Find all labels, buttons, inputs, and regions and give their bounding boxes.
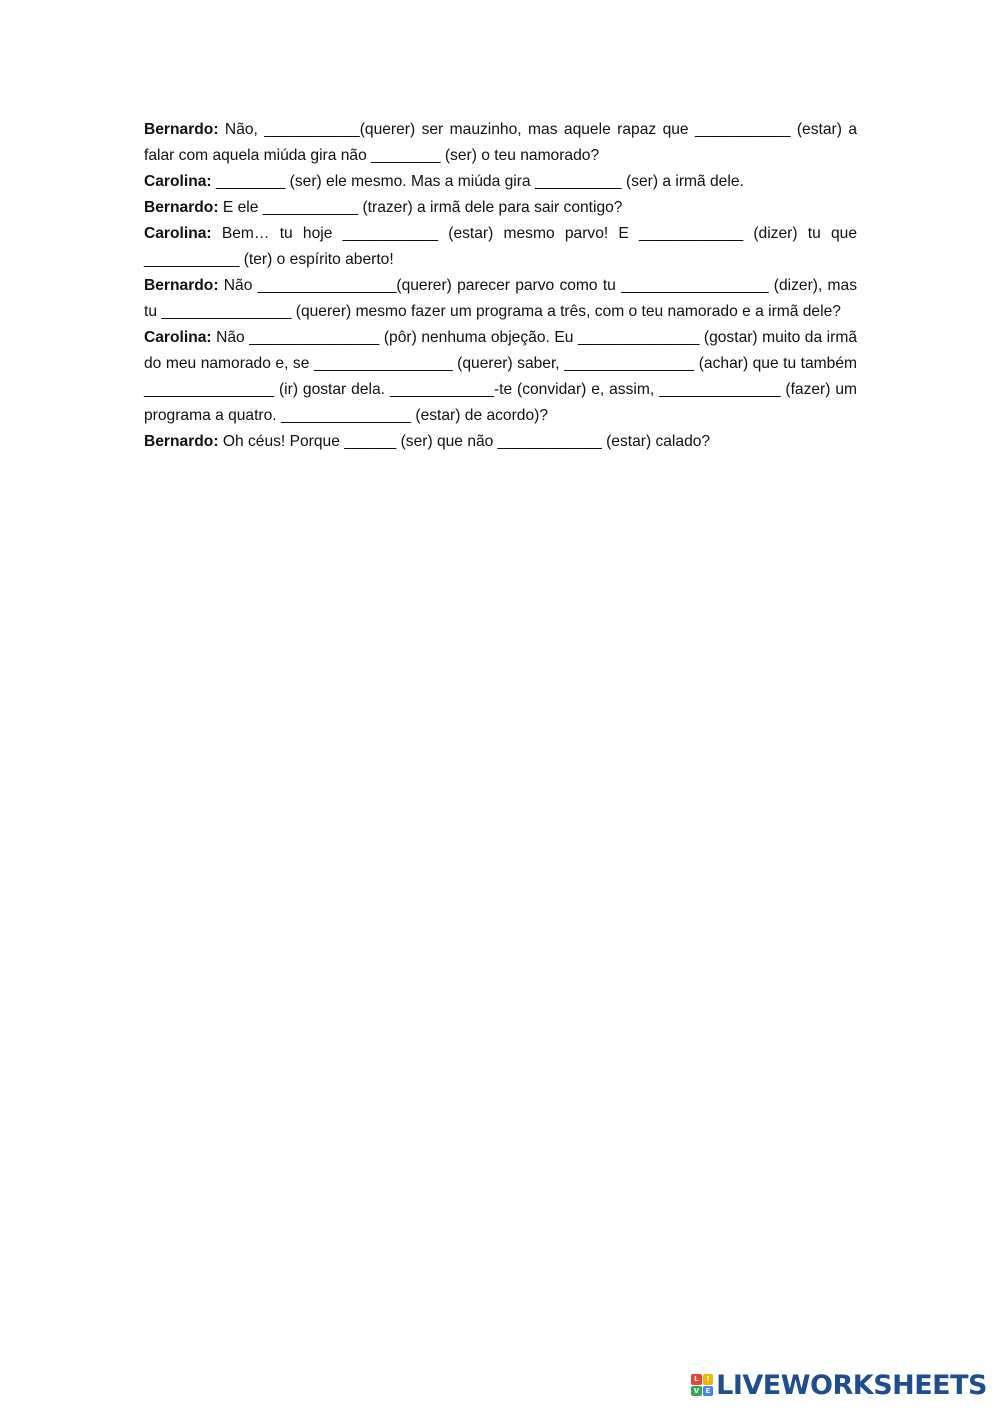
dialogue-text: Não — [218, 277, 258, 294]
blank-field[interactable]: _______________ — [564, 355, 695, 372]
dialogue-text: (dizer) tu que — [743, 225, 857, 242]
dialogue-text: Não — [211, 329, 250, 346]
dialogue-text: (gostar) muito da irmã do meu namorado e, se — [144, 329, 857, 372]
blank-field[interactable]: ____________ — [497, 433, 602, 450]
dialogue-text: Oh céus! Porque — [218, 433, 345, 450]
logo-tile: I — [703, 1374, 714, 1385]
dialogue-line — [144, 195, 857, 221]
liveworksheets-logo — [691, 1370, 987, 1400]
blank-field[interactable]: ___________ — [342, 225, 439, 242]
blank-field[interactable]: _______________ — [280, 407, 412, 424]
dialogue-text: (fazer) um programa a quatro. — [144, 381, 857, 424]
dialogue-line — [144, 273, 857, 325]
logo-tile: E — [703, 1386, 714, 1397]
blank-field[interactable]: ___________ — [695, 121, 791, 138]
dialogue-text: (querer) mesmo fazer um programa a três, com o teu namorado e a irmã dele? — [291, 303, 841, 320]
blank-field[interactable]: ______________ — [577, 329, 700, 346]
liveworksheets-logo-icon — [691, 1374, 713, 1396]
dialogue-text: Bem… tu hoje — [211, 225, 343, 242]
dialogue-text: (achar) que tu também — [694, 355, 857, 372]
speaker-name: Bernardo: — [144, 199, 219, 216]
blank-field[interactable]: ______ — [344, 433, 397, 450]
dialogue-text: -te (convidar) e, assim, — [493, 381, 660, 398]
blank-field[interactable]: ___________ — [264, 121, 360, 138]
liveworksheets-logo-text: LIVEWORKSHEETS — [716, 1369, 987, 1401]
dialogue-text: (estar) de acordo)? — [411, 407, 549, 424]
speaker-name: Carolina: — [144, 173, 212, 190]
blank-field[interactable]: ____________ — [389, 381, 494, 398]
dialogue-text: (estar) calado? — [601, 433, 711, 450]
blank-field[interactable]: ____________ — [639, 225, 744, 242]
dialogue-text: (estar) a falar com aquela miúda gira não — [144, 121, 858, 164]
logo-tile: L — [691, 1374, 702, 1385]
blank-field[interactable]: ______________ — [659, 381, 781, 398]
dialogue-text: Não, — [218, 121, 265, 138]
dialogue-exercise — [144, 117, 857, 455]
dialogue-text: (trazer) a irmã dele para sair contigo? — [358, 199, 623, 216]
dialogue-line — [144, 117, 857, 169]
blank-field[interactable]: _______________ — [144, 381, 275, 398]
blank-field[interactable]: ________ — [371, 147, 441, 164]
speaker-name: Carolina: — [144, 225, 212, 242]
dialogue-text: (estar) mesmo parvo! E — [438, 225, 640, 242]
speaker-name: Bernardo: — [144, 433, 219, 450]
dialogue-text: (querer) saber, — [452, 355, 565, 372]
blank-field[interactable]: ___________ — [262, 199, 359, 216]
dialogue-text: (pôr) nenhuma objeção. Eu — [379, 329, 578, 346]
dialogue-text: (ser) o teu namorado? — [440, 147, 600, 164]
blank-field[interactable]: _______________ — [249, 329, 380, 346]
dialogue-text: (querer) parecer parvo como tu — [396, 277, 622, 294]
blank-field[interactable]: ________________ — [313, 355, 453, 372]
dialogue-line — [144, 325, 857, 429]
dialogue-text: (ter) o espírito aberto! — [239, 251, 394, 268]
blank-field[interactable]: ________________ — [257, 277, 397, 294]
blank-field[interactable]: ________ — [215, 173, 286, 190]
blank-field[interactable]: _________________ — [621, 277, 769, 294]
dialogue-text: (ser) que não — [396, 433, 498, 450]
dialogue-text: (ser) a irmã dele. — [621, 173, 744, 190]
dialogue-text: (ser) ele mesmo. Mas a miúda gira — [285, 173, 535, 190]
blank-field[interactable]: ___________ — [144, 251, 240, 268]
speaker-name: Carolina: — [144, 329, 212, 346]
dialogue-text: (ir) gostar dela. — [274, 381, 390, 398]
blank-field[interactable]: _______________ — [161, 303, 292, 320]
speaker-name: Bernardo: — [144, 121, 219, 138]
dialogue-text: (dizer), mas tu — [144, 277, 857, 320]
dialogue-text: (querer) ser mauzinho, mas aquele rapaz que — [359, 121, 696, 138]
dialogue-line — [144, 169, 857, 195]
logo-tile: V — [691, 1386, 702, 1397]
blank-field[interactable]: __________ — [534, 173, 622, 190]
dialogue-text: E ele — [218, 199, 263, 216]
speaker-name: Bernardo: — [144, 277, 219, 294]
dialogue-line — [144, 221, 857, 273]
dialogue-line — [144, 429, 857, 455]
